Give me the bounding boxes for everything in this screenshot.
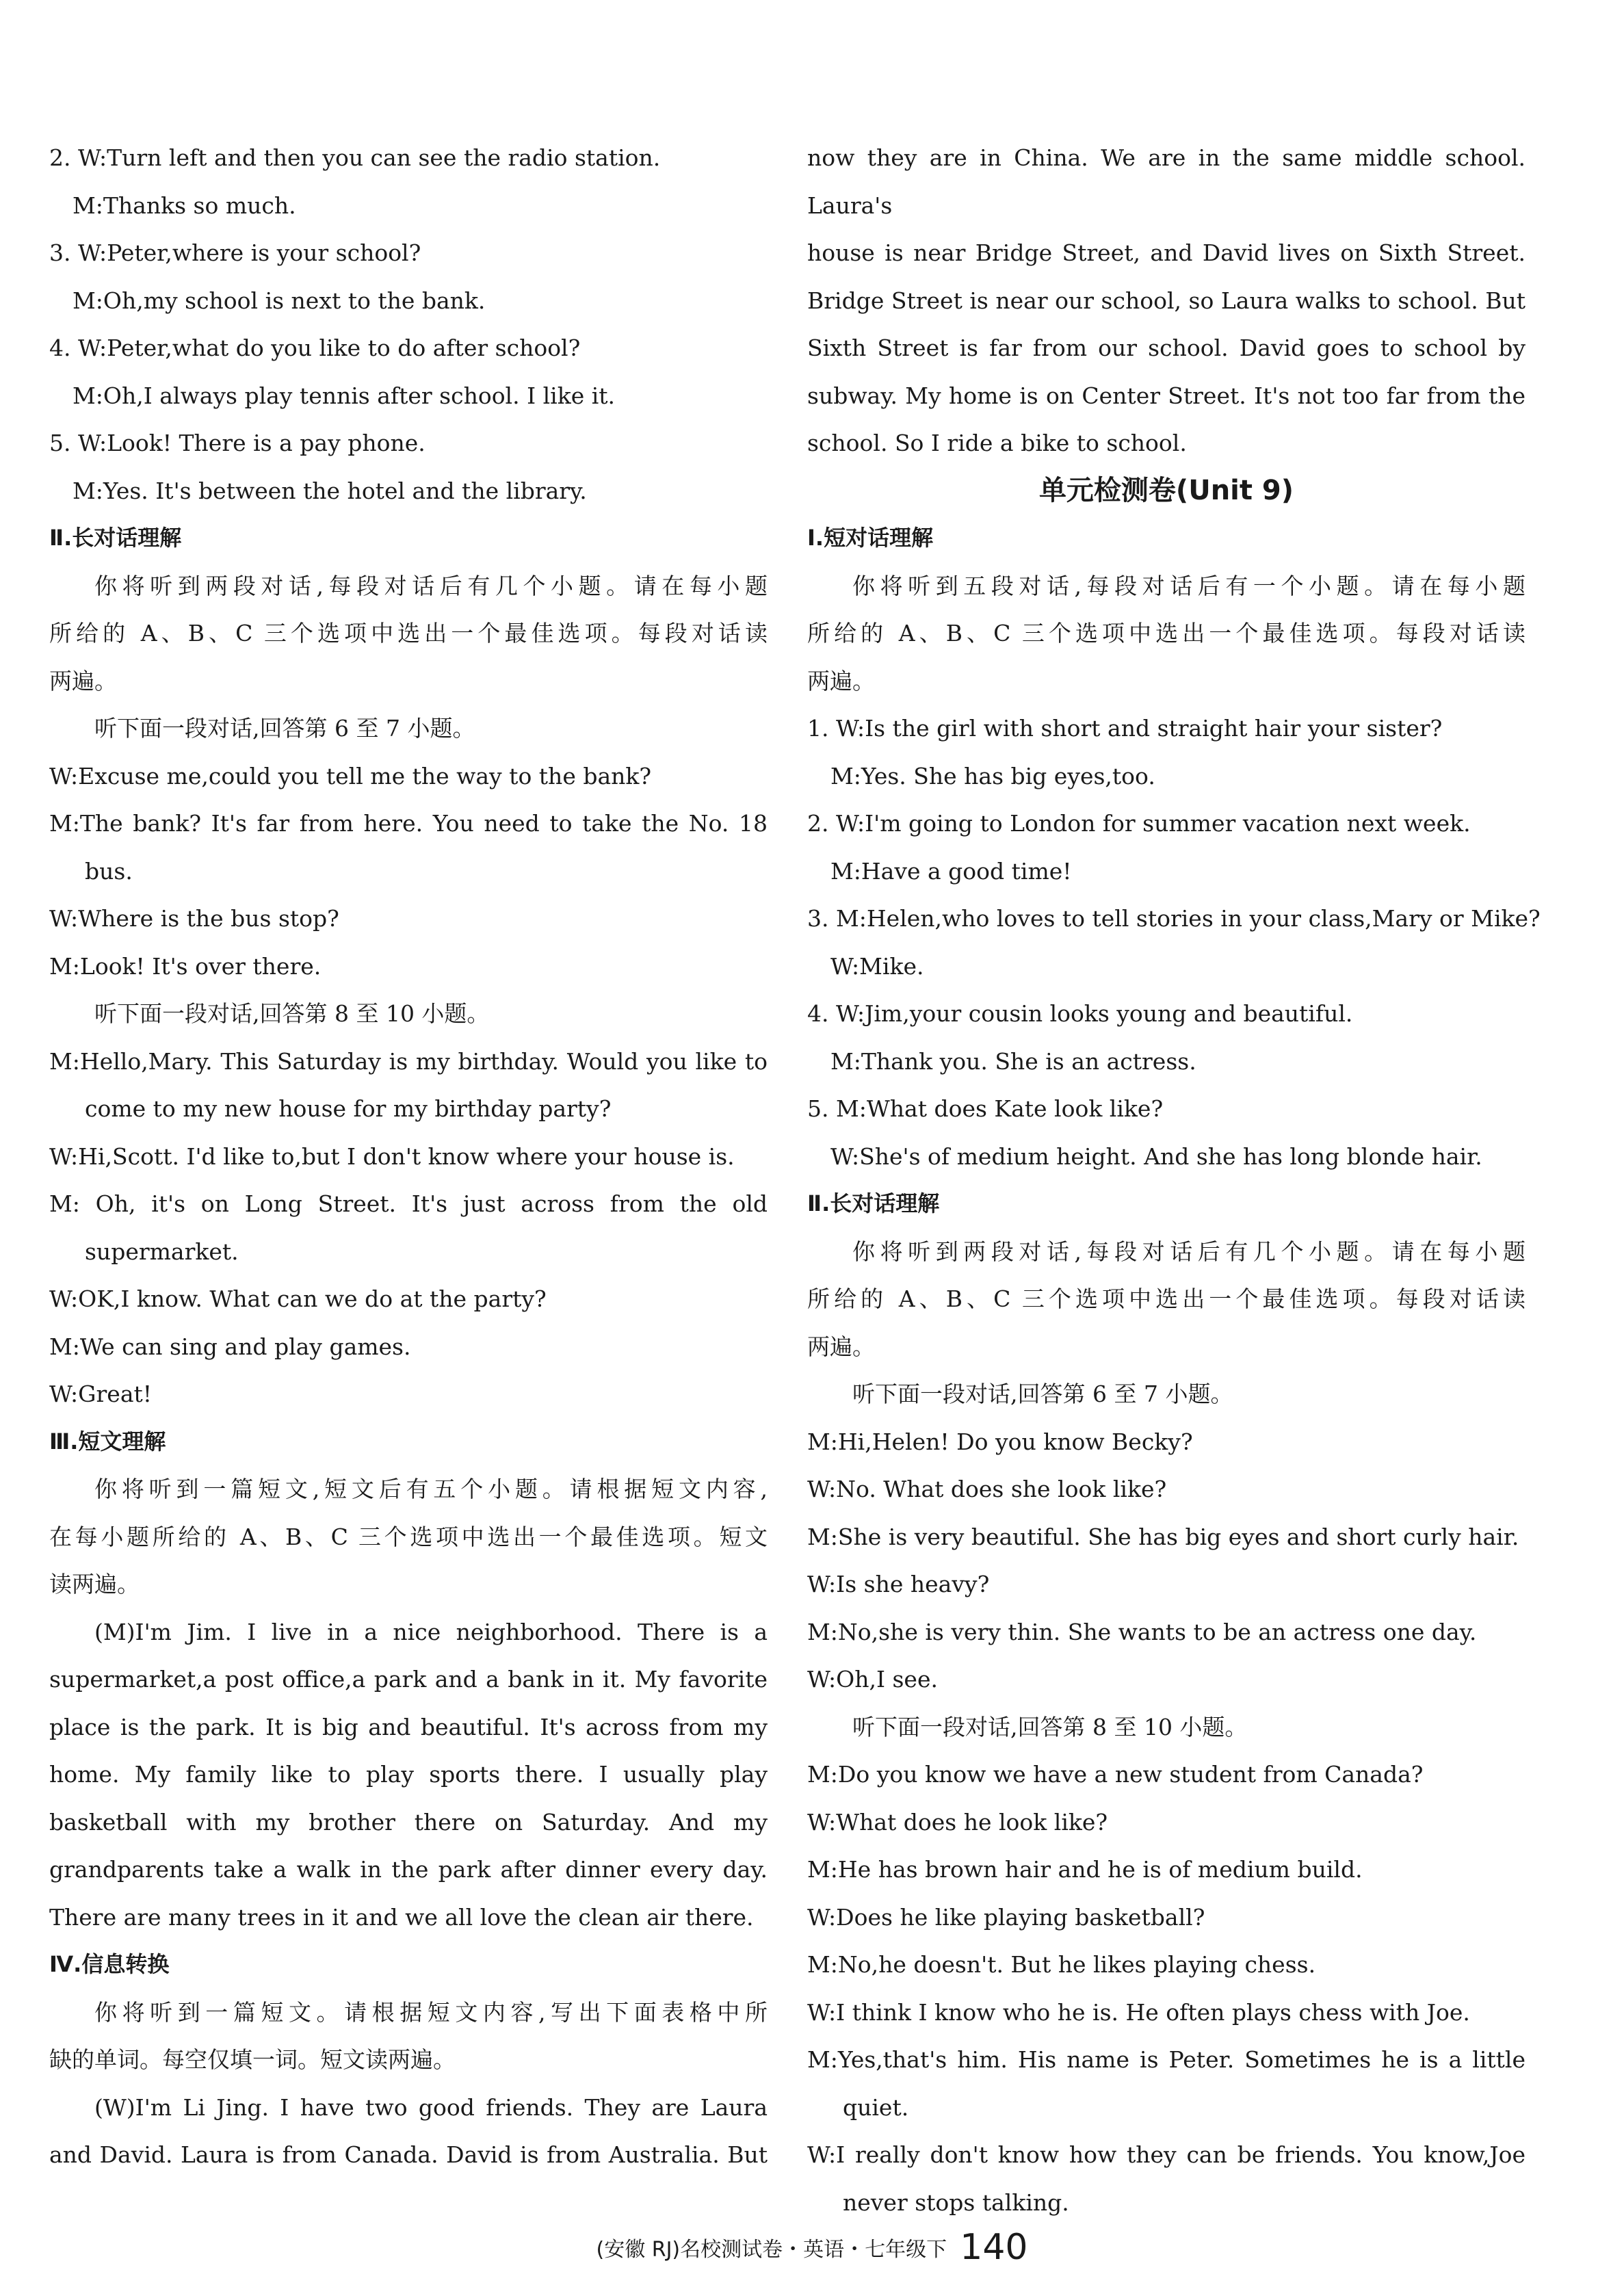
page-footer [0, 2227, 1624, 2268]
text-line: basketball with my brother there on Saturday. And my [49, 1808, 768, 1836]
text-line: supermarket,a post office,a park and a bank in it. My favorite [49, 1666, 768, 1693]
text-line: now they are in China. We are in the same middle school. Laura's [807, 144, 1525, 219]
text-line: W:OK,I know. What can we do at the party? [49, 1285, 547, 1312]
left-column [49, 134, 768, 2179]
text-line: W:Is she heavy? [807, 1571, 990, 1597]
text-line: M:Thank you. She is an actress. [830, 1047, 1196, 1075]
text-line: come to my new house for my birthday party? [85, 1095, 612, 1122]
text-line: W:I think I know who he is. He often plays chess with Joe. [807, 1998, 1470, 2026]
text-line: grandparents take a walk in the park after dinner every day. [49, 1856, 768, 1883]
text-line: 5. W:Look! There is a pay phone. [49, 430, 425, 456]
text-line: 你将听到一篇短文。请根据短文内容,写出下面表格中所 [94, 1998, 768, 2026]
text-line: W:I really don't know how they can be friends. You know,Joe [807, 2141, 1525, 2168]
text-line: 2. W:I'm going to London for summer vacation next week. [807, 810, 1471, 837]
text-line: M:Do you know we have a new student from Canada? [807, 1761, 1424, 1788]
section-heading: Ⅰ.短对话理解 [807, 525, 934, 551]
text-line: 1. W:Is the girl with short and straight hair your sister? [807, 715, 1443, 742]
text-line: W:She's of medium height. And she has long blonde hair. [830, 1142, 1482, 1170]
section-heading: Ⅳ.信息转换 [49, 1951, 170, 1977]
text-line: 4. W:Peter,what do you like to do after school? [49, 335, 581, 361]
right-column [807, 134, 1541, 2226]
text-line: 两遍。 [807, 667, 875, 694]
text-line: 4. W:Jim,your cousin looks young and beautiful. [807, 1000, 1353, 1027]
text-line: M:She is very beautiful. She has big eyes and short curly hair. [807, 1523, 1519, 1550]
text-line: M:Hi,Helen! Do you know Becky? [807, 1428, 1193, 1455]
text-line: There are many trees in it and we all love the clean air there. [49, 1903, 754, 1931]
text-line: 5. M:What does Kate look like? [807, 1095, 1164, 1122]
text-line: bus. [85, 857, 133, 885]
text-line: M:Have a good time! [830, 857, 1072, 885]
text-line: supermarket. [85, 1238, 239, 1265]
text-line: M:No,she is very thin. She wants to be an actress one day. [807, 1618, 1477, 1645]
text-line: M:Yes,that's him. His name is Peter. Sometimes he is a little [807, 2046, 1525, 2073]
section-heading: Ⅱ.长对话理解 [807, 1190, 940, 1216]
text-line: 你将听到五段对话,每段对话后有一个小题。请在每小题 [852, 572, 1525, 599]
text-line: M:Yes. She has big eyes,too. [830, 762, 1155, 789]
text-line: 所给的 A、B、C 三个选项中选出一个最佳选项。每段对话读 [807, 620, 1525, 647]
text-line: place is the park. It is big and beautiful. It's across from my [49, 1713, 768, 1740]
section-heading: Ⅱ.长对话理解 [49, 525, 182, 551]
text-line: 2. W:Turn left and then you can see the radio station. [49, 144, 661, 171]
text-line: school. So I ride a bike to school. [807, 430, 1187, 456]
text-line: 你将听到两段对话,每段对话后有几个小题。请在每小题 [94, 572, 768, 599]
text-line: never stops talking. [843, 2189, 1069, 2216]
text-line: M:Oh,I always play tennis after school. I like it. [73, 382, 616, 409]
text-line: W:Mike. [830, 952, 924, 980]
text-line: subway. My home is on Center Street. It's not too far from the [807, 382, 1525, 409]
text-line: W:What does he look like? [807, 1808, 1108, 1836]
text-line: (M)I'm Jim. I live in a nice neighborhood. There is a [94, 1618, 768, 1645]
text-line: 听下面一段对话,回答第 6 至 7 小题。 [852, 1381, 1233, 1407]
text-line: 读两遍。 [49, 1571, 140, 1597]
text-line: M:Thanks so much. [73, 192, 296, 219]
text-line: W:Excuse me,could you tell me the way to the bank? [49, 762, 652, 789]
text-line: W:Great! [49, 1381, 153, 1407]
text-line: Bridge Street is near our school, so Laura walks to school. But [807, 287, 1525, 314]
text-line: 3. M:Helen,who loves to tell stories in your class,Mary or Mike? [807, 905, 1541, 932]
text-line: M:Yes. It's between the hotel and the library. [73, 477, 587, 504]
text-line: M:The bank? It's far from here. You need to take the No. 18 [49, 810, 768, 837]
section-heading: Ⅲ.短文理解 [49, 1428, 166, 1454]
text-line: M:Oh,my school is next to the bank. [73, 287, 486, 314]
text-line: 在每小题所给的 A、B、C 三个选项中选出一个最佳选项。短文 [49, 1523, 768, 1550]
text-line: 你将听到一篇短文,短文后有五个小题。请根据短文内容, [94, 1476, 768, 1502]
text-line: 缺的单词。每空仅填一词。短文读两遍。 [49, 2046, 456, 2073]
text-line: home. My family like to play sports there. I usually play [49, 1761, 768, 1788]
text-line: M:No,he doesn't. But he likes playing chess. [807, 1951, 1316, 1978]
text-line: M: Oh, it's on Long Street. It's just across from the old [49, 1190, 768, 1217]
text-line: M:Hello,Mary. This Saturday is my birthday. Would you like to [49, 1047, 768, 1075]
text-line: (W)I'm Li Jing. I have two good friends. They are Laura [94, 2093, 768, 2121]
text-line: 所给的 A、B、C 三个选项中选出一个最佳选项。每段对话读 [807, 1285, 1525, 1312]
text-line: M:Look! It's over there. [49, 952, 322, 980]
text-line: and David. Laura is from Canada. David is from Australia. But [49, 2141, 768, 2168]
text-line: W:Oh,I see. [807, 1666, 938, 1693]
text-line: 听下面一段对话,回答第 6 至 7 小题。 [94, 715, 475, 742]
text-line: 两遍。 [807, 1333, 875, 1360]
text-line: 听下面一段对话,回答第 8 至 10 小题。 [94, 1000, 490, 1027]
text-line: Sixth Street is far from our school. David goes to school by [807, 335, 1525, 361]
text-line: W:No. What does she look like? [807, 1476, 1167, 1502]
text-line: quiet. [843, 2093, 909, 2121]
text-line: W:Hi,Scott. I'd like to,but I don't know where your house is. [49, 1142, 735, 1170]
text-line: W:Where is the bus stop? [49, 905, 339, 932]
text-line: M:We can sing and play games. [49, 1333, 411, 1360]
text-line: 所给的 A、B、C 三个选项中选出一个最佳选项。每段对话读 [49, 620, 768, 647]
text-line: 你将听到两段对话,每段对话后有几个小题。请在每小题 [852, 1238, 1525, 1265]
text-line: 两遍。 [49, 667, 117, 694]
page-number: 140 [960, 2227, 1028, 2268]
text-line: 3. W:Peter,where is your school? [49, 239, 421, 266]
text-line: M:He has brown hair and he is of medium build. [807, 1856, 1363, 1883]
text-line: W:Does he like playing basketball? [807, 1903, 1205, 1931]
text-line: house is near Bridge Street, and David lives on Sixth Street. [807, 239, 1525, 266]
footer-label: (安徽 RJ)名校测试卷・英语・七年级下 [596, 2238, 947, 2262]
unit-title: 单元检测卷(Unit 9) [1038, 474, 1294, 506]
text-line: 听下面一段对话,回答第 8 至 10 小题。 [852, 1713, 1248, 1740]
